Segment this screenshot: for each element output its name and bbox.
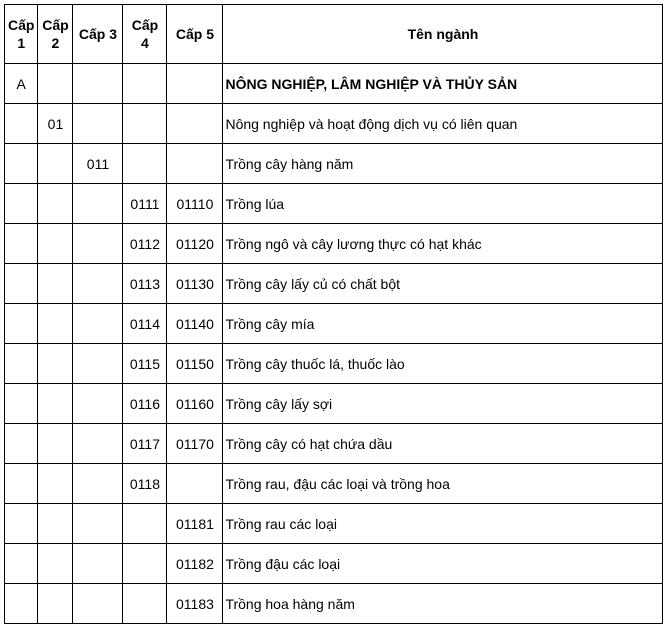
code-cap4-cell: 0117 <box>123 424 167 464</box>
industry-code-table <box>4 4 663 624</box>
code-cap4-cell: 0118 <box>123 464 167 504</box>
code-cap4-cell: 0112 <box>123 224 167 264</box>
header-cap2: Cấp 2 <box>38 5 73 64</box>
code-cap1-cell <box>5 424 38 464</box>
code-cap1-cell <box>5 184 38 224</box>
code-cap5-cell: 01130 <box>167 264 223 304</box>
code-cap3-cell <box>73 264 123 304</box>
code-cap3-cell <box>73 584 123 624</box>
code-cap4-cell: 0111 <box>123 184 167 224</box>
code-cap4-cell: 0113 <box>123 264 167 304</box>
code-cap3-cell: 011 <box>73 144 123 184</box>
industry-name-cell: Trồng rau các loại <box>223 504 663 544</box>
code-cap3-cell <box>73 424 123 464</box>
code-cap3-cell <box>73 544 123 584</box>
industry-name-cell: Nông nghiệp và hoạt động dịch vụ có liên quan <box>223 104 663 144</box>
code-cap1-cell <box>5 544 38 584</box>
code-cap1-cell <box>5 104 38 144</box>
code-cap5-cell: 01150 <box>167 344 223 384</box>
code-cap4-cell <box>123 64 167 104</box>
code-cap1-cell <box>5 504 38 544</box>
code-cap2-cell <box>38 344 73 384</box>
header-ten-nganh: Tên ngành <box>223 5 663 64</box>
code-cap4-cell <box>123 584 167 624</box>
table-row <box>5 144 663 184</box>
code-cap3-cell <box>73 304 123 344</box>
code-cap5-cell: 01181 <box>167 504 223 544</box>
industry-name-cell: Trồng cây lấy củ có chất bột <box>223 264 663 304</box>
code-cap2-cell <box>38 224 73 264</box>
code-cap3-cell <box>73 104 123 144</box>
code-cap1-cell <box>5 224 38 264</box>
code-cap2-cell <box>38 184 73 224</box>
industry-name-cell: Trồng hoa hàng năm <box>223 584 663 624</box>
code-cap3-cell <box>73 384 123 424</box>
code-cap2-cell <box>38 544 73 584</box>
industry-name-cell: Trồng cây thuốc lá, thuốc lào <box>223 344 663 384</box>
table-row <box>5 304 663 344</box>
code-cap2-cell <box>38 384 73 424</box>
industry-name-cell: Trồng cây lấy sợi <box>223 384 663 424</box>
table-row <box>5 384 663 424</box>
header-cap3: Cấp 3 <box>73 5 123 64</box>
industry-name-cell: NÔNG NGHIỆP, LÂM NGHIỆP VÀ THỦY SẢN <box>223 64 663 104</box>
code-cap5-cell <box>167 104 223 144</box>
table-row <box>5 264 663 304</box>
code-cap4-cell: 0114 <box>123 304 167 344</box>
code-cap2-cell <box>38 464 73 504</box>
code-cap2-cell <box>38 504 73 544</box>
code-cap3-cell <box>73 224 123 264</box>
table-row <box>5 424 663 464</box>
industry-name-cell: Trồng cây có hạt chứa dầu <box>223 424 663 464</box>
code-cap1-cell <box>5 584 38 624</box>
code-cap1-cell <box>5 264 38 304</box>
code-cap1-cell <box>5 344 38 384</box>
code-cap1-cell: A <box>5 64 38 104</box>
table-row <box>5 344 663 384</box>
code-cap4-cell: 0115 <box>123 344 167 384</box>
table-row <box>5 464 663 504</box>
code-cap3-cell <box>73 504 123 544</box>
code-cap4-cell <box>123 544 167 584</box>
code-cap5-cell: 01140 <box>167 304 223 344</box>
table-row <box>5 584 663 624</box>
code-cap1-cell <box>5 144 38 184</box>
code-cap1-cell <box>5 384 38 424</box>
code-cap3-cell <box>73 344 123 384</box>
code-cap3-cell <box>73 184 123 224</box>
industry-name-cell: Trồng đậu các loại <box>223 544 663 584</box>
code-cap2-cell <box>38 64 73 104</box>
header-cap4: Cấp 4 <box>123 5 167 64</box>
table-row <box>5 544 663 584</box>
header-cap1: Cấp 1 <box>5 5 38 64</box>
code-cap4-cell <box>123 144 167 184</box>
table-row <box>5 504 663 544</box>
industry-name-cell: Trồng rau, đậu các loại và trồng hoa <box>223 464 663 504</box>
code-cap3-cell <box>73 64 123 104</box>
code-cap5-cell: 01120 <box>167 224 223 264</box>
industry-name-cell: Trồng cây mía <box>223 304 663 344</box>
table-row <box>5 184 663 224</box>
industry-name-cell: Trồng ngô và cây lương thực có hạt khác <box>223 224 663 264</box>
code-cap5-cell: 01110 <box>167 184 223 224</box>
code-cap3-cell <box>73 464 123 504</box>
table-row <box>5 224 663 264</box>
code-cap2-cell <box>38 264 73 304</box>
code-cap5-cell <box>167 464 223 504</box>
code-cap1-cell <box>5 464 38 504</box>
code-cap2-cell <box>38 144 73 184</box>
industry-name-cell: Trồng cây hàng năm <box>223 144 663 184</box>
code-cap5-cell: 01160 <box>167 384 223 424</box>
code-cap2-cell <box>38 424 73 464</box>
code-cap2-cell <box>38 304 73 344</box>
header-row <box>5 5 663 64</box>
code-cap5-cell: 01170 <box>167 424 223 464</box>
code-cap2-cell: 01 <box>38 104 73 144</box>
header-cap5: Cấp 5 <box>167 5 223 64</box>
table-row <box>5 64 663 104</box>
code-cap5-cell <box>167 144 223 184</box>
code-cap2-cell <box>38 584 73 624</box>
table-row <box>5 104 663 144</box>
code-cap4-cell <box>123 104 167 144</box>
code-cap4-cell: 0116 <box>123 384 167 424</box>
code-cap5-cell: 01183 <box>167 584 223 624</box>
code-cap5-cell <box>167 64 223 104</box>
code-cap5-cell: 01182 <box>167 544 223 584</box>
industry-name-cell: Trồng lúa <box>223 184 663 224</box>
code-cap1-cell <box>5 304 38 344</box>
code-cap4-cell <box>123 504 167 544</box>
